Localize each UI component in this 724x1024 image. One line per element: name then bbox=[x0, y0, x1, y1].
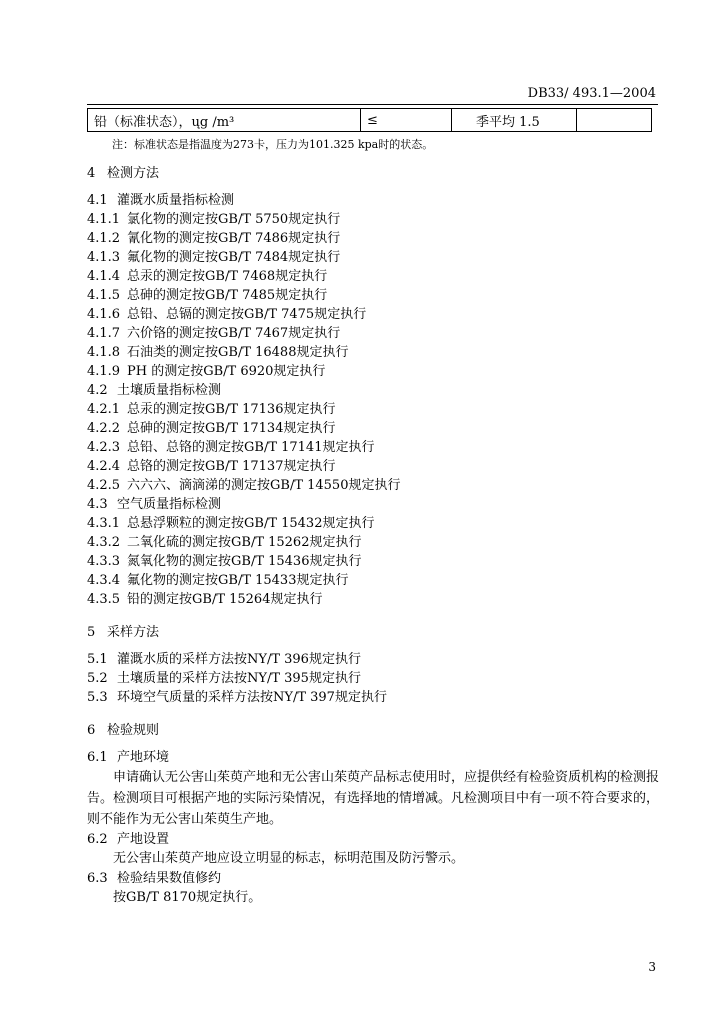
standards-table bbox=[87, 108, 652, 132]
item-text: 铅的测定按GB/T 15264规定执行 bbox=[127, 592, 323, 607]
item-text: 总铅、总铬的测定按GB/T 17141规定执行 bbox=[127, 440, 375, 455]
item-text: 氯化物的测定按GB/T 5750规定执行 bbox=[127, 212, 341, 227]
item-text: 总铬的测定按GB/T 17137规定执行 bbox=[127, 459, 336, 474]
item-number: 4.1.3 bbox=[87, 250, 121, 265]
list-item bbox=[87, 533, 659, 552]
item-number: 4.2.1 bbox=[87, 402, 121, 417]
item-text: 六六六、滴滴涕的测定按GB/T 14550规定执行 bbox=[127, 478, 401, 493]
list-item bbox=[87, 476, 659, 495]
item-number: 4.1.4 bbox=[87, 269, 121, 284]
table-cell-value: 季平均 1.5 bbox=[452, 109, 577, 132]
list-item bbox=[87, 305, 659, 324]
item-text: 总砷的测定按GB/T 17134规定执行 bbox=[127, 421, 336, 436]
header-rule bbox=[87, 104, 658, 105]
page-number: 3 bbox=[648, 960, 656, 974]
section-number: 6 bbox=[87, 723, 96, 738]
subsection-number: 6.2 bbox=[87, 832, 108, 847]
list-item bbox=[87, 438, 659, 457]
subsection-heading bbox=[87, 869, 659, 888]
item-number: 5.1 bbox=[87, 652, 108, 667]
item-text: 氮氧化物的测定按GB/T 15436规定执行 bbox=[127, 554, 362, 569]
item-text: 氟化物的测定按GB/T 15433规定执行 bbox=[127, 573, 349, 588]
list-item bbox=[87, 362, 659, 381]
item-text: 环境空气质量的采样方法按NY/T 397规定执行 bbox=[117, 690, 387, 705]
item-number: 5.3 bbox=[87, 690, 108, 705]
table-row bbox=[88, 109, 652, 132]
paragraph: 无公害山茱萸产地应设立明显的标志，标明范围及防污警示。 bbox=[113, 851, 465, 866]
item-text: 灌溉水质的采样方法按NY/T 396规定执行 bbox=[117, 652, 361, 667]
section-number: 5 bbox=[87, 625, 96, 640]
table-cell-extra bbox=[577, 109, 652, 132]
paragraph: 按GB/T 8170规定执行。 bbox=[113, 890, 262, 905]
subsection-heading bbox=[87, 381, 659, 400]
item-number: 4.1.9 bbox=[87, 364, 121, 379]
list-item bbox=[87, 688, 659, 707]
doc-code: DB33/ 493.1—2004 bbox=[527, 86, 656, 101]
section-number: 4 bbox=[87, 166, 96, 181]
subsection-number: 4.3 bbox=[87, 497, 108, 512]
subsection-title: 产地环境 bbox=[117, 750, 170, 765]
list-item bbox=[87, 571, 659, 590]
list-item bbox=[87, 669, 659, 688]
item-number: 4.1.1 bbox=[87, 212, 121, 227]
subsection-heading bbox=[87, 495, 659, 514]
subsection-heading bbox=[87, 748, 659, 767]
list-item bbox=[87, 286, 659, 305]
list-item bbox=[87, 419, 659, 438]
item-number: 4.2.3 bbox=[87, 440, 121, 455]
item-number: 4.1.2 bbox=[87, 231, 121, 246]
item-number: 4.2.5 bbox=[87, 478, 121, 493]
section-title: 采样方法 bbox=[107, 625, 160, 640]
subsection-title: 产地设置 bbox=[117, 832, 170, 847]
subsection-heading bbox=[87, 830, 659, 849]
subsection-title: 土壤质量指标检测 bbox=[117, 383, 222, 398]
item-text: 氟化物的测定按GB/T 7484规定执行 bbox=[127, 250, 341, 265]
document-body bbox=[87, 164, 659, 908]
subsection-title: 检验结果数值修约 bbox=[117, 871, 222, 886]
item-text: 总汞的测定按GB/T 7468规定执行 bbox=[127, 269, 328, 284]
item-text: 六价铬的测定按GB/T 7467规定执行 bbox=[127, 326, 341, 341]
section-title: 检验规则 bbox=[107, 723, 160, 738]
table-note: 注：标准状态是指温度为273卡，压力为101.325 kpa时的状态。 bbox=[112, 138, 434, 151]
list-item bbox=[87, 590, 659, 609]
list-item bbox=[87, 324, 659, 343]
list-item bbox=[87, 457, 659, 476]
item-number: 5.2 bbox=[87, 671, 108, 686]
subsection-number: 6.3 bbox=[87, 871, 108, 886]
item-text: 土壤质量的采样方法按NY/T 395规定执行 bbox=[117, 671, 361, 686]
item-number: 4.3.4 bbox=[87, 573, 121, 588]
item-text: PH 的测定按GB/T 6920规定执行 bbox=[127, 364, 326, 379]
item-text: 总悬浮颗粒的测定按GB/T 15432规定执行 bbox=[127, 516, 375, 531]
subsection-number: 4.1 bbox=[87, 193, 108, 208]
list-item bbox=[87, 267, 659, 286]
section-title: 检测方法 bbox=[107, 166, 160, 181]
item-text: 总汞的测定按GB/T 17136规定执行 bbox=[127, 402, 336, 417]
subsection-number: 4.2 bbox=[87, 383, 108, 398]
item-text: 二氧化硫的测定按GB/T 15262规定执行 bbox=[127, 535, 362, 550]
list-item bbox=[87, 514, 659, 533]
item-number: 4.2.4 bbox=[87, 459, 121, 474]
subsection-title: 灌溉水质量指标检测 bbox=[117, 193, 235, 208]
item-text: 总铅、总镉的测定按GB/T 7475规定执行 bbox=[127, 307, 367, 322]
item-number: 4.3.1 bbox=[87, 516, 121, 531]
section-heading bbox=[87, 164, 659, 183]
list-item bbox=[87, 400, 659, 419]
list-item bbox=[87, 343, 659, 362]
item-number: 4.3.5 bbox=[87, 592, 121, 607]
item-text: 总砷的测定按GB/T 7485规定执行 bbox=[127, 288, 328, 303]
item-number: 4.1.5 bbox=[87, 288, 121, 303]
item-text: 石油类的测定按GB/T 16488规定执行 bbox=[127, 345, 349, 360]
list-item bbox=[87, 552, 659, 571]
subsection-number: 6.1 bbox=[87, 750, 108, 765]
list-item bbox=[87, 229, 659, 248]
table-cell-item: 铅（标准状态），ųg /m³ bbox=[88, 109, 361, 132]
paragraph: 申请确认无公害山茱萸产地和无公害山茱萸产品标志使用时，应提供经有检验资质机构的检测报告。检测项目可根据产地的实际污染情况，有选择地的情增减。凡检测项目中有一项不符合要求的，则不能作为无公害山茱萸生产地。 bbox=[87, 770, 660, 827]
subsection-title: 空气质量指标检测 bbox=[117, 497, 222, 512]
section-heading bbox=[87, 721, 659, 740]
list-item bbox=[87, 210, 659, 229]
list-item bbox=[87, 650, 659, 669]
table-cell-relation: ≤ bbox=[361, 109, 452, 132]
list-item bbox=[87, 248, 659, 267]
item-number: 4.1.7 bbox=[87, 326, 121, 341]
item-number: 4.1.6 bbox=[87, 307, 121, 322]
subsection-heading bbox=[87, 191, 659, 210]
item-number: 4.1.8 bbox=[87, 345, 121, 360]
item-number: 4.3.2 bbox=[87, 535, 121, 550]
item-text: 氰化物的测定按GB/T 7486规定执行 bbox=[127, 231, 341, 246]
section-heading bbox=[87, 623, 659, 642]
item-number: 4.3.3 bbox=[87, 554, 121, 569]
item-number: 4.2.2 bbox=[87, 421, 121, 436]
